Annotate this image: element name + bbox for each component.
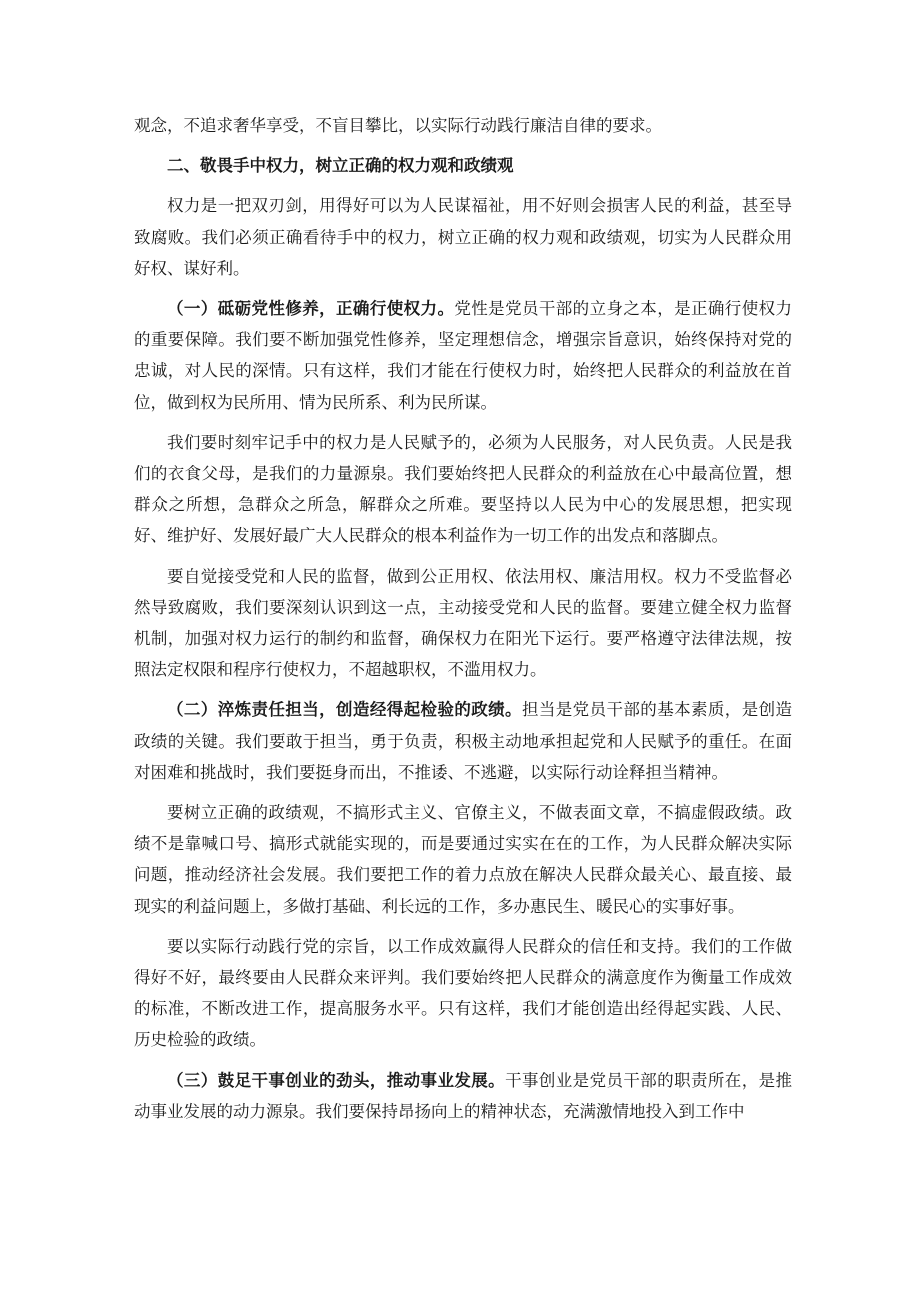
paragraph-subsection-3 [134, 1065, 792, 1127]
subsection-2-body: 担当是党员干部的基本素质，是创造政绩的关键。我们要敢于担当，勇于负责，积极主动地承担起党和人民赋予的重任。在面对困难和挑战时，我们要挺身而出，不推诿、不逃避，以实际行动诠释担当精神。 [134, 700, 793, 782]
paragraph-subsection-2 [134, 694, 792, 788]
subsection-2-lead: （二）淬炼责任担当，创造经得起检验的政绩。 [167, 700, 522, 720]
paragraph-people-power: 我们要时刻牢记手中的权力是人民赋予的，必须为人民服务，对人民负责。人民是我们的衣食父母，是我们的力量源泉。我们要始终把人民群众的利益放在心中最高位置，想群众之所想，急群众之所急，解群众之所难。要坚持以人民为中心的发展思想，把实现好、维护好、发展好最广大人民群众的根本利益作为一切工作的出发点和落脚点。 [134, 432, 792, 546]
paragraph-power-intro: 权力是一把双刃剑，用得好可以为人民谋福祉，用不好则会损害人民的利益，甚至导致腐败。我们必须正确看待手中的权力，树立正确的权力观和政绩观，切实为人民群众用好权、谋好利。 [134, 196, 792, 278]
subsection-3-lead: （三）鼓足干事创业的劲头，推动事业发展。 [167, 1070, 506, 1090]
subsection-1-lead: （一）砥砺党性修养，正确行使权力。 [167, 299, 455, 319]
subsection-3-body: 干事创业是党员干部的职责所在，是推动事业发展的动力源泉。我们要保持昂扬向上的精神状态，充满激情地投入到工作中 [134, 1070, 793, 1121]
section-heading: 二、敬畏手中权力，树立正确的权力观和政绩观 [167, 156, 514, 176]
paragraph-achievement-view: 要树立正确的政绩观，不搞形式主义、官僚主义，不做表面文章，不搞虚假政绩。政绩不是靠喊口号、搞形式就能实现的，而是要通过实实在在的工作，为人民群众解决实际问题，推动经济社会发展。我们要把工作的着力点放在解决人民群众最关心、最直接、最现实的利益问题上，多做打基础、利长远的工作，多办惠民生、暖民心的实事好事。 [134, 803, 792, 916]
paragraph-party-purpose: 要以实际行动践行党的宗旨，以工作成效赢得人民群众的信任和支持。我们的工作做得好不好，最终要由人民群众来评判。我们要始终把人民群众的满意度作为衡量工作成效的标准，不断改进工作，提高服务水平。只有这样，我们才能创造出经得起实践、人民、历史检验的政绩。 [134, 936, 792, 1050]
paragraph-continuation: 观念，不追求奢华享受，不盲目攀比，以实际行动践行廉洁自律的要求。 [134, 116, 662, 135]
subsection-1-body: 党性是党员干部的立身之本，是正确行使权力的重要保障。我们要不断加强党性修养，坚定理想信念，增强宗旨意识，始终保持对党的忠诚，对人民的深情。只有这样，我们才能在行使权力时，始终把人民群众的利益放在首位，做到权为民所用、情为民所系、利为民所谋。 [134, 299, 793, 412]
paragraph-subsection-1 [134, 293, 792, 418]
document-page [134, 110, 792, 1127]
paragraph-supervision: 要自觉接受党和人民的监督，做到公正用权、依法用权、廉洁用权。权力不受监督必然导致腐败，我们要深刻认识到这一点，主动接受党和人民的监督。要建立健全权力监督机制，加强对权力运行的制约和监督，确保权力在阳光下运行。要严格遵守法律法规，按照法定权限和程序行使权力，不超越职权，不滥用权力。 [134, 566, 792, 680]
